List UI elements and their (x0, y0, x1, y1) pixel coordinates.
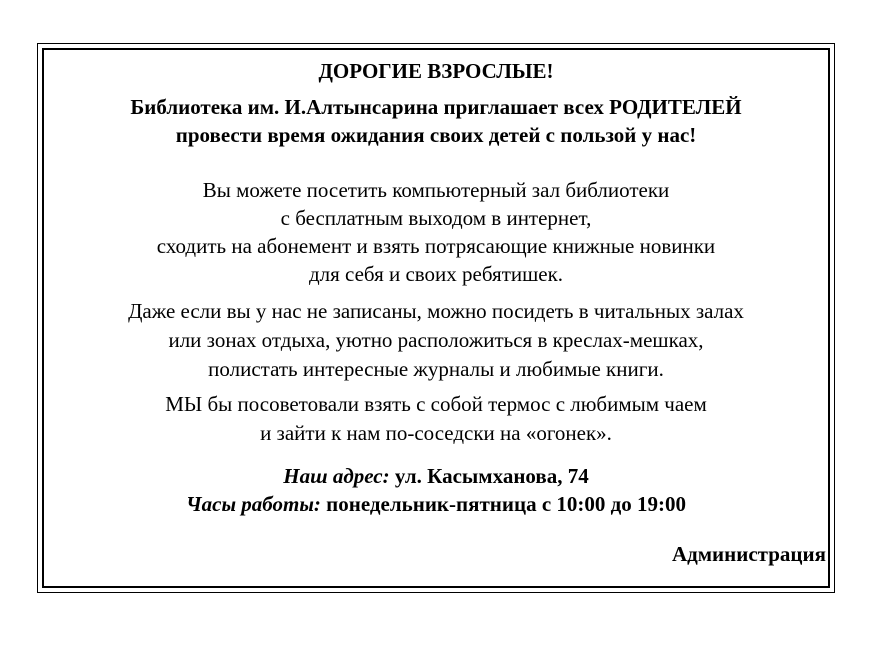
signature: Администрация (671, 542, 826, 566)
lead-line: Библиотека им. И.Алтынсарина приглашает всех РОДИТЕЛЕЙ (130, 95, 742, 119)
address-label: Наш адрес: (283, 464, 390, 488)
paragraph-line: сходить на абонемент и взять потрясающие книжные новинки (156, 234, 716, 258)
paragraph-line: Даже если вы у нас не записаны, можно посидеть в читальных залах (128, 299, 744, 323)
paragraph-reading-rooms (42, 297, 830, 384)
paragraph-line: с бесплатным выходом в интернет, (280, 206, 592, 230)
paragraph-line: и зайти к нам по-соседски на «огонек». (260, 421, 612, 445)
paragraph-services (42, 176, 830, 288)
paragraph-advice (42, 390, 830, 448)
paragraph-line: или зонах отдыха, уютно расположиться в креслах-мешках, (168, 328, 704, 352)
notice-content (42, 48, 830, 588)
paragraph-line: полистать интересные журналы и любимые книги. (208, 357, 664, 381)
notice-lead (42, 93, 830, 149)
paragraph-line: Вы можете посетить компьютерный зал библиотеки (202, 178, 670, 202)
paragraph-line: для себя и своих ребятишек. (308, 262, 564, 286)
address-line (42, 462, 830, 490)
lead-line: провести время ожидания своих детей с пользой у нас! (175, 123, 697, 147)
hours-line (42, 490, 830, 518)
contacts-block (42, 462, 830, 518)
notice-heading: ДОРОГИЕ ВЗРОСЛЫЕ! (318, 59, 554, 83)
address-value: ул. Касымханова, 74 (389, 464, 589, 488)
hours-value: понедельник-пятница с 10:00 до 19:00 (320, 492, 687, 516)
hours-label: Часы работы: (185, 492, 321, 516)
paragraph-line: МЫ бы посоветовали взять с собой термос с любимым чаем (165, 392, 707, 416)
